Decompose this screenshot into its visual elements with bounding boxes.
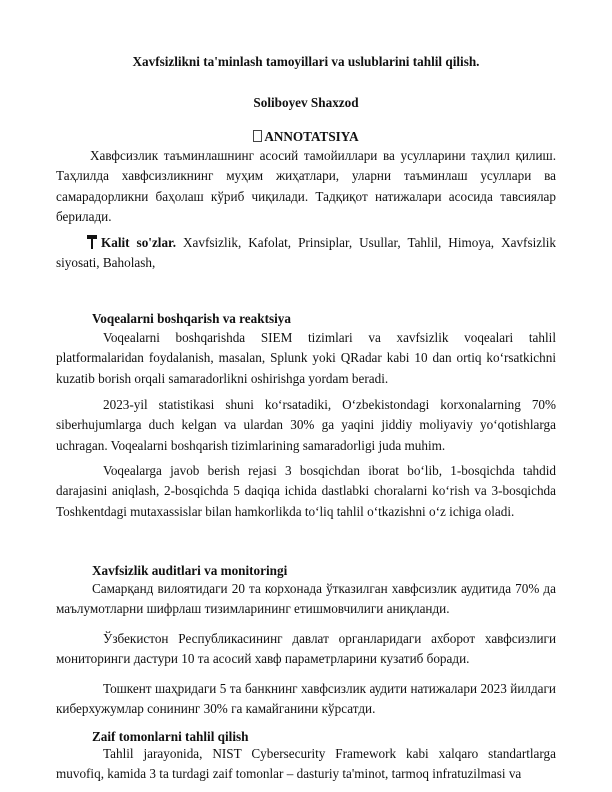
section-paragraph: Ўзбекистон Республикасининг давлат органларидаги ахборот хавфсизлиги мониторинги дастури 10 та асосий хавф параметрларини кузатиб боради. <box>56 631 556 667</box>
section-paragraph: Voqealarga javob berish rejasi 3 bosqichdan iborat boʻlib, 1-bosqichda tahdid darajasini aniqlash, 2-bosqichda 5 daqiqa ichida dastlabki choralarni koʻrish va 3-bosqichda Toshkentdagi mutaxassislar bilan hamkorlikda toʻliq tahlil oʻtkazishni oʻz ichiga oladi. <box>56 463 556 519</box>
section-paragraph: Тошкент шаҳридаги 5 та банкнинг хавфсизлик аудити натижалари 2023 йилдаги киберхужумлар сонининг 30% га камайганини кўрсатди. <box>56 681 556 717</box>
section-paragraph: Voqealarni boshqarishda SIEM tizimlari va xavfsizlik voqealari tahlil platformalaridan foydalanish, masalan, Splunk yoki QRadar kabi 10 dan ortiq koʻrsatkichni kuzatib borish orqali samaradorlikni oshirishga yordam beradi. <box>56 330 556 386</box>
section-heading-incident-management: Voqealarni boshqarish va reaktsiya <box>92 311 291 326</box>
keywords-text: Xavfsizlik, Kafolat, Prinsiplar, Usullar, Tahlil, Himoya, Xavfsizlik siyosati, Baholash, <box>56 235 557 271</box>
section-paragraph: 2023-yil statistikasi shuni koʻrsatadiki, Oʻzbekistondagi korxonalarning 70% siberhujumlarga duch kelgan va ulardan 30% ga yaqini jiddiy moliyaviy yoʻqotishlarga uchragan. Voqealarni boshqarish tizimlarining samaradorligi juda muhim. <box>56 397 556 453</box>
annotation-text: Хавфсизлик таъминлашнинг асосий тамойиллари ва усулларини таҳлил қилиш. Таҳлилда хавфсизликнинг муҳим жиҳатлари, уларни таъминлаш усуллари ва самарадорликни баҳолаш кўриб чиқилади. Тадқиқот натижалари асосида тавсиялар берилади. <box>56 148 556 224</box>
pushpin-icon <box>86 235 98 249</box>
annotation-paragraph <box>56 146 556 227</box>
section-heading-audits-monitoring: Xavfsizlik auditlari va monitoringi <box>92 563 288 578</box>
section-paragraph: Tahlil jarayonida, NIST Cybersecurity Framework kabi xalqaro standartlarga muvofiq, kamida 3 ta turdagi zaif tomonlar – dasturiy ta'minot, tarmoq infratuzilmasi va <box>56 746 556 782</box>
annotation-heading-text: ANNOTATSIYA <box>264 129 359 144</box>
checkbox-glyph-icon <box>253 130 262 142</box>
section-heading-vulnerability-analysis: Zaif tomonlarni tahlil qilish <box>92 729 249 744</box>
section-paragraph: Самарқанд вилоятидаги 20 та корхонада ўтказилган хавфсизлик аудитида 70% да маълумотларни шифрлаш тизимларининг етишмовчилиги аниқланди. <box>56 581 556 617</box>
keywords-paragraph <box>56 233 556 274</box>
paper-title: Xavfsizlikni ta'minlash tamoyillari va uslublarini tahlil qilish. <box>132 54 480 69</box>
annotation-heading <box>0 129 612 145</box>
author-name: Soliboyev Shaxzod <box>253 95 359 110</box>
keywords-label: Kalit so'zlar. <box>101 235 177 250</box>
